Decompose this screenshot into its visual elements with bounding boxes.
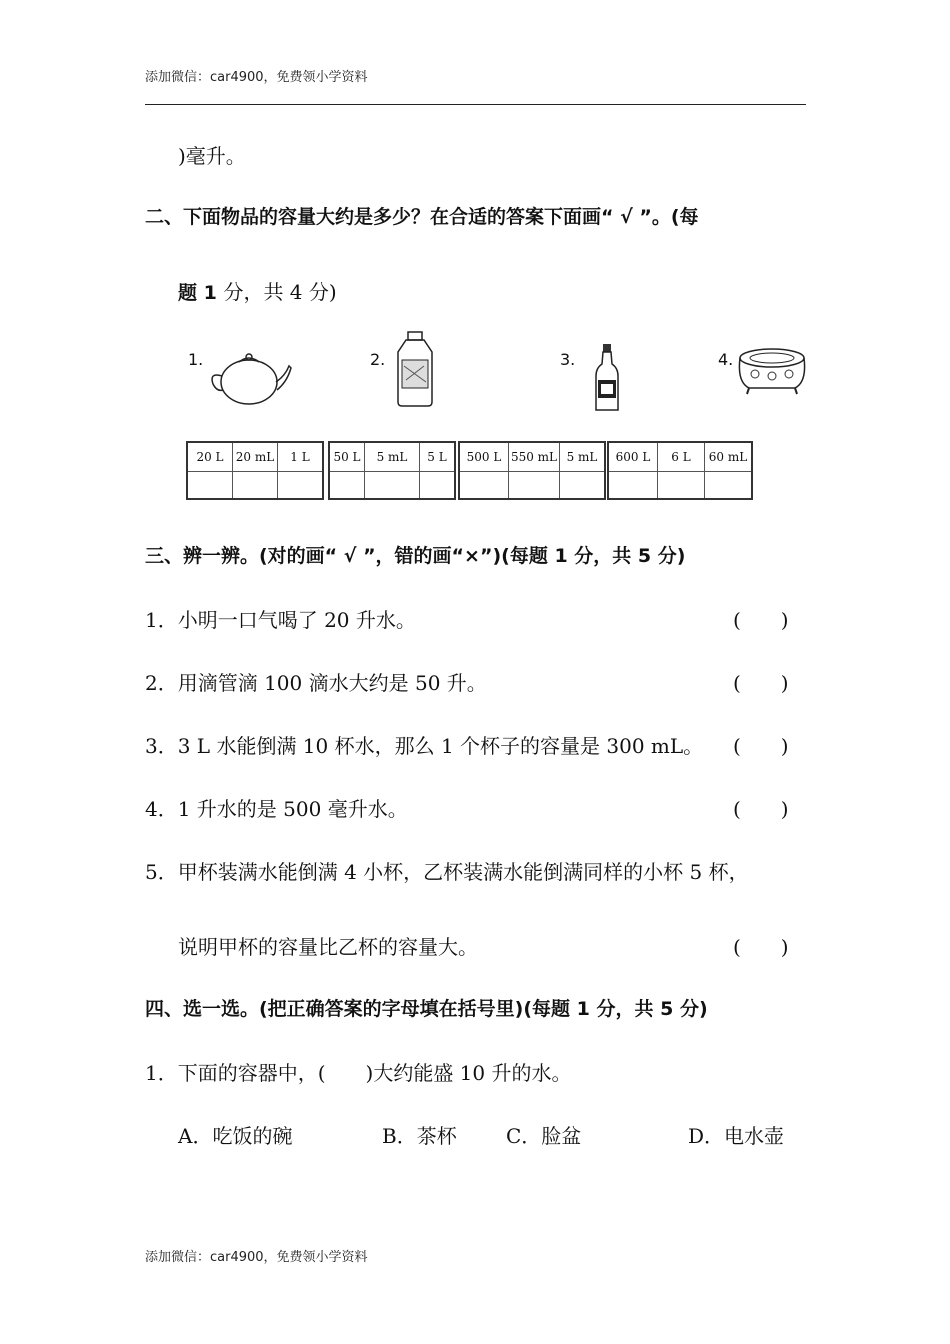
- answer-blank-5[interactable]: ( ): [733, 935, 789, 959]
- teapot-icon: [205, 348, 295, 408]
- option-label: 600 L: [609, 443, 657, 472]
- option-table-2: [328, 441, 456, 500]
- option-label: 20 L: [188, 443, 232, 472]
- option-label: 5 mL: [560, 443, 604, 472]
- section2-title-cont: [178, 276, 337, 305]
- option-cell[interactable]: [509, 443, 560, 498]
- judge-question-3: 3．3 L 水能倒满 10 杯水，那么 1 个杯子的容量是 300 mL。: [145, 734, 704, 758]
- option-cell[interactable]: [278, 443, 322, 498]
- option-label: 60 mL: [705, 443, 751, 472]
- option-cell[interactable]: [560, 443, 604, 498]
- option-cell[interactable]: [233, 443, 278, 498]
- header-divider: [145, 104, 806, 105]
- judge-question-5: 5．甲杯装满水能倒满 4 小杯，乙杯装满水能倒满同样的小杯 5 杯，: [145, 860, 749, 884]
- option-label: 50 L: [330, 443, 364, 472]
- judge-question-1: 1．小明一口气喝了 20 升水。: [145, 608, 416, 632]
- choice-option-d[interactable]: D．电水壶: [688, 1124, 785, 1148]
- option-table-1: [186, 441, 324, 500]
- section2-title: 二、下面物品的容量大约是多少？在合适的答案下面画“ √ ”。(每: [145, 206, 699, 228]
- option-cell[interactable]: [330, 443, 365, 498]
- option-cell[interactable]: [609, 443, 658, 498]
- choice-option-a[interactable]: A．吃饭的碗: [178, 1124, 293, 1148]
- page-header: 添加微信：car4900，免费领小学资料: [145, 70, 368, 85]
- option-label: 6 L: [658, 443, 704, 472]
- judge-question-4: 4．1 升水的是 500 毫升水。: [145, 797, 408, 821]
- option-cell[interactable]: [658, 443, 705, 498]
- option-label: 550 mL: [509, 443, 559, 472]
- option-cell[interactable]: [365, 443, 420, 498]
- option-label: 1 L: [278, 443, 322, 472]
- answer-blank-3[interactable]: ( ): [733, 734, 789, 758]
- choice-option-c[interactable]: C．脸盆: [506, 1124, 582, 1148]
- option-label: 5 mL: [365, 443, 419, 472]
- item-number-4: 4.: [718, 350, 734, 369]
- answer-blank-2[interactable]: ( ): [733, 671, 789, 695]
- section3-title: 三、辨一辨。(对的画“ √ ”，错的画“×”)(每题 1 分，共 5 分): [145, 545, 686, 567]
- answer-blank-1[interactable]: ( ): [733, 608, 789, 632]
- option-cell[interactable]: [188, 443, 233, 498]
- option-cell[interactable]: [460, 443, 509, 498]
- option-cell[interactable]: [705, 443, 751, 498]
- continuation-text: )毫升。: [178, 144, 246, 168]
- pot-icon: [735, 346, 809, 398]
- page-footer: 添加微信：car4900，免费领小学资料: [145, 1250, 368, 1265]
- option-label: 5 L: [420, 443, 454, 472]
- option-cell[interactable]: [420, 443, 454, 498]
- judge-question-2: 2．用滴管滴 100 滴水大约是 50 升。: [145, 671, 487, 695]
- item-number-1: 1.: [188, 350, 204, 369]
- option-label: 20 mL: [233, 443, 277, 472]
- section2-title-bold: 题 1: [178, 282, 224, 304]
- answer-blank-4[interactable]: ( ): [733, 797, 789, 821]
- choice-option-b[interactable]: B．茶杯: [382, 1124, 457, 1148]
- water-jug-icon: [394, 330, 438, 408]
- item-number-2: 2.: [370, 350, 386, 369]
- bottle-icon: [592, 342, 622, 414]
- item-number-3: 3.: [560, 350, 576, 369]
- choice-question-1: 1．下面的容器中，( )大约能盛 10 升的水。: [145, 1061, 572, 1085]
- section4-title: 四、选一选。(把正确答案的字母填在括号里)(每题 1 分，共 5 分): [145, 998, 708, 1020]
- option-label: 500 L: [460, 443, 508, 472]
- option-table-3: [458, 441, 606, 500]
- option-table-4: [607, 441, 753, 500]
- section2-title-rest: 分，共 4 分): [223, 280, 337, 304]
- judge-question-5-cont: 说明甲杯的容量比乙杯的容量大。: [178, 935, 478, 959]
